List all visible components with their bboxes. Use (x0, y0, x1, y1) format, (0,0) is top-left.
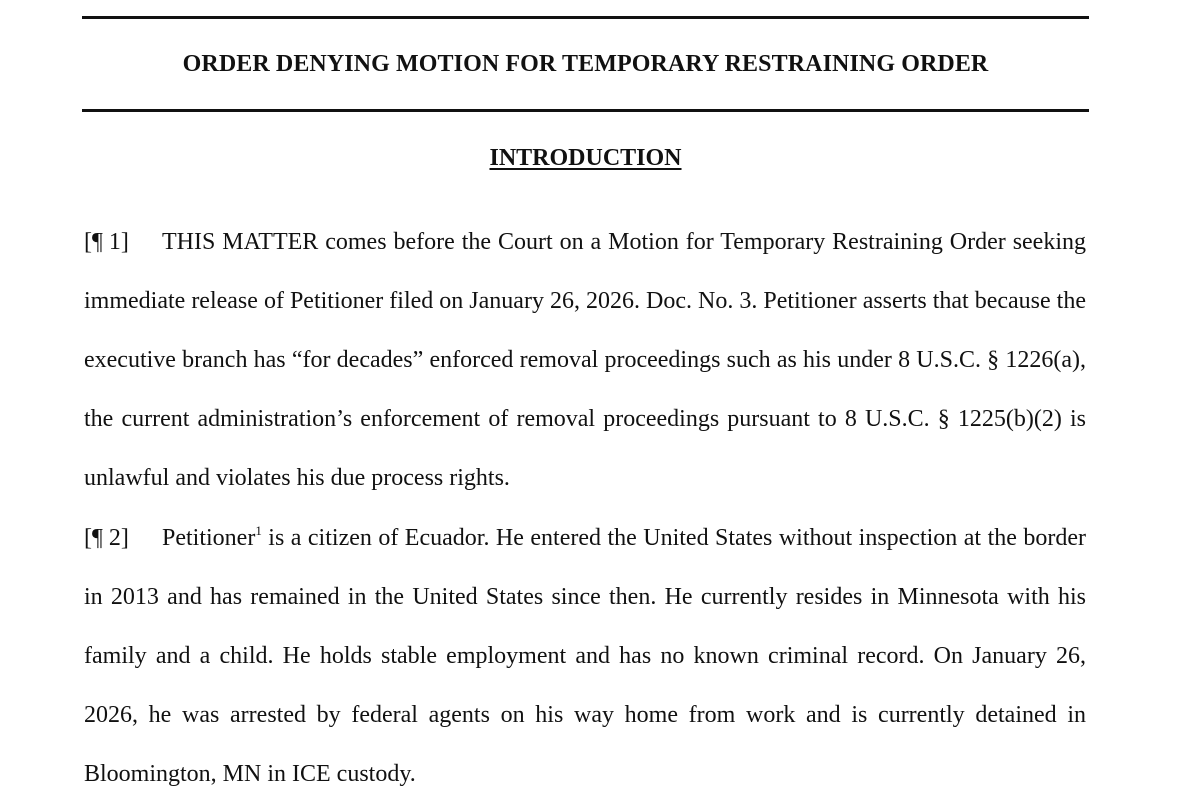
paragraph-number: [¶ 1] (84, 229, 129, 255)
top-rule (82, 16, 1089, 19)
paragraph-number: [¶ 2] (84, 525, 129, 551)
document-title: ORDER DENYING MOTION FOR TEMPORARY RESTRAINING ORDER (182, 51, 989, 77)
section-heading: INTRODUCTION (489, 145, 682, 171)
paragraph-text: THIS MATTER comes before the Court on a Motion for Temporary Restraining Order seeking immediate release of Petitioner filed on January 26, 2026. Doc. No. 3. Petitioner asserts that because the executive branch has “for decades” enforced removal proceedings such as his under 8 U.S.C. § 1226(a), the current administration’s enforcement of removal proceedings pursuant to 8 U.S.C. § 1225(b)(2) is unlawful and violates his due process rights. (84, 229, 1086, 491)
paragraph-lead: Petitioner (162, 525, 256, 551)
footnote-marker[interactable]: 1 (255, 523, 262, 538)
paragraph-2 (84, 509, 1086, 804)
paragraph-1 (84, 213, 1086, 508)
paragraph-text: is a citizen of Ecuador. He entered the United States without inspection at the border in 2013 and has remained in the United States since then. He currently resides in Minnesota with his family and a child. He holds stable employment and has no known criminal record. On January 26, 2026, he was arrested by federal agents on his way home from work and is currently detained in Bloomington, MN in ICE custody. (84, 525, 1086, 787)
bottom-rule (82, 109, 1089, 112)
